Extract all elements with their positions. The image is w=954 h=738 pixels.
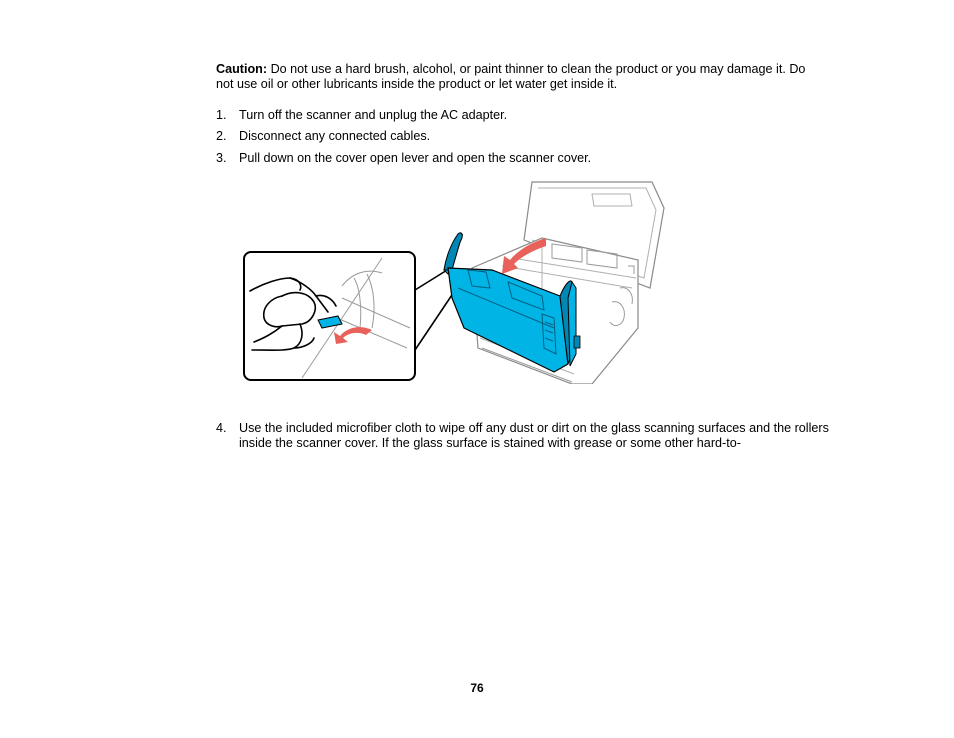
caution-note bbox=[216, 62, 826, 92]
lever-inset bbox=[244, 252, 464, 380]
page-number: 76 bbox=[470, 681, 484, 695]
step-number: 4. bbox=[216, 421, 227, 435]
step-number: 3. bbox=[216, 151, 227, 165]
scanner-cover-illustration bbox=[242, 178, 668, 384]
step-text: Use the included microfiber cloth to wipe off any dust or dirt on the glass scanning surfaces and the rollers inside the scanner cover. If the glass surface is stained with grease or some other hard-to- bbox=[239, 421, 829, 450]
caution-text: Do not use a hard brush, alcohol, or paint thinner to clean the product or you may damage it. Do not use oil or other lubricants inside the product or let water get inside it. bbox=[216, 62, 806, 91]
step-text: Pull down on the cover open lever and open the scanner cover. bbox=[239, 151, 592, 165]
step-number: 2. bbox=[216, 129, 227, 143]
step-text: Disconnect any connected cables. bbox=[239, 129, 431, 143]
caution-label: Caution: bbox=[216, 62, 268, 76]
step-text: Turn off the scanner and unplug the AC adapter. bbox=[239, 108, 508, 122]
step-number: 1. bbox=[216, 108, 227, 122]
